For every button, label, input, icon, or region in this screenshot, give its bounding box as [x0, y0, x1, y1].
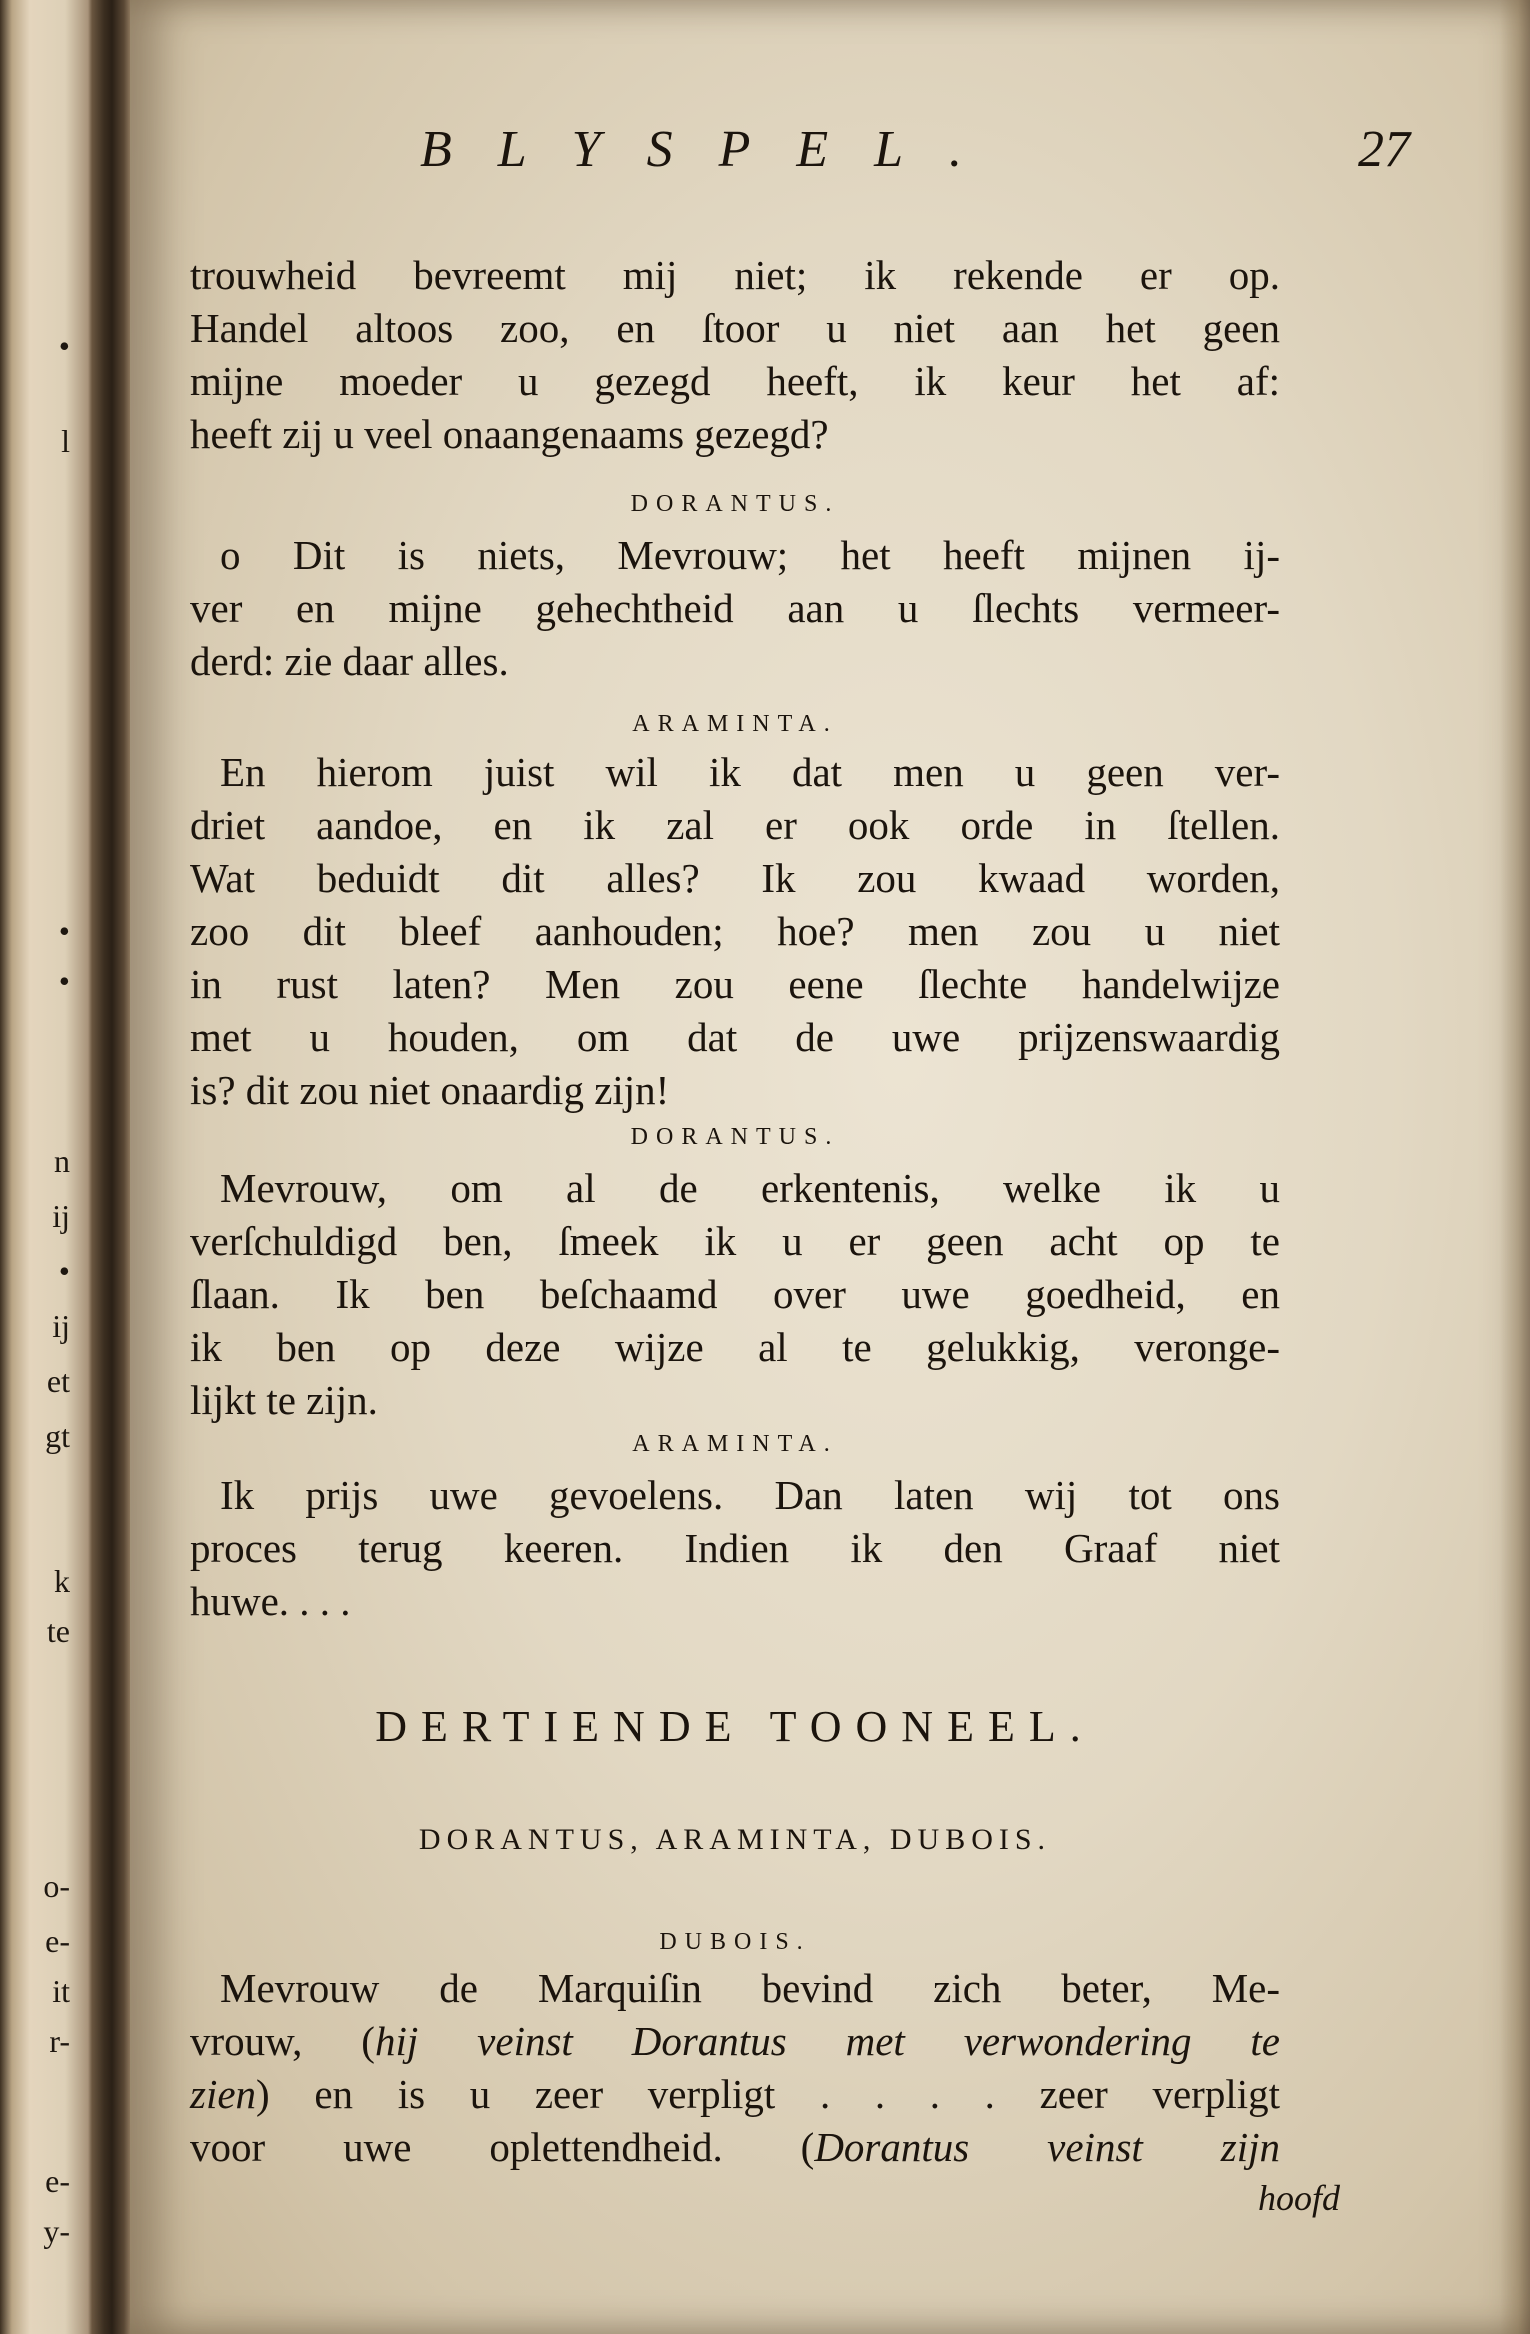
text-line: trouwheid bevreemt mij niet; ik rekende er op.: [190, 252, 1280, 298]
text-line: verſchuldigd ben, ſmeek ik u er geen acht op te: [190, 1218, 1280, 1264]
left-fragment: •: [58, 913, 70, 949]
left-fragment: ij: [52, 1308, 70, 1344]
left-fragment: n: [54, 1143, 70, 1179]
text-line: Wat beduidt dit alles? Ik zou kwaad worden,: [190, 855, 1280, 901]
text-line: zoo dit bleef aanhouden; hoe? men zou u niet: [190, 908, 1280, 954]
stage-direction: zien: [190, 2071, 257, 2117]
speaker-name: DORANTUS.: [630, 491, 840, 517]
left-fragment: •: [58, 328, 70, 364]
left-fragment: k: [54, 1563, 70, 1599]
book-page: [130, 0, 1530, 2334]
text-line: lijkt te zijn.: [190, 1377, 378, 1423]
speaker-name: DUBOIS.: [659, 1929, 811, 1955]
speaker-name: ARAMINTA.: [632, 1431, 838, 1457]
running-head: [420, 120, 1410, 190]
left-page-fragments: [0, 0, 92, 2334]
catchword: hoofd: [1257, 2178, 1340, 2218]
text-line: met u houden, om dat de uwe prijzenswaardig: [190, 1014, 1280, 1060]
left-fragment: r-: [49, 2023, 70, 2059]
text-line: huwe. . . .: [190, 1578, 351, 1624]
left-fragment: y-: [43, 2213, 70, 2249]
text-line: [190, 2071, 1280, 2117]
text-line: derd: zie daar alles.: [190, 638, 509, 684]
text-line: ik ben op deze wijze al te gelukkig, veronge-: [190, 1324, 1280, 1370]
stage-direction: hij veinst Dorantus met verwondering te: [374, 2018, 1280, 2064]
text-segment: voor uwe oplettendheid. (: [190, 2124, 815, 2170]
left-fragment: e-: [45, 1923, 70, 1959]
text-line: Handel altoos zoo, en ſtoor u niet aan het geen: [190, 305, 1280, 351]
left-fragment: l: [61, 423, 70, 459]
left-fragment: it: [52, 1973, 70, 2009]
left-fragment: o-: [43, 1868, 70, 1904]
text-segment: ) en is u zeer verpligt . . . . zeer verpligt: [256, 2071, 1280, 2117]
left-fragment: •: [58, 963, 70, 999]
text-line: heeft zij u veel onaangenaams gezegd?: [190, 411, 829, 457]
text-line: ſlaan. Ik ben beſchaamd over uwe goedheid, en: [190, 1271, 1280, 1317]
running-title: BLYSPEL.: [420, 121, 1009, 178]
left-fragment: •: [58, 1253, 70, 1289]
scene-title: DERTIENDE TOONEEL.: [375, 1702, 1095, 1751]
left-fragment: e-: [45, 2163, 70, 2199]
text-line: [190, 2018, 1280, 2064]
text-line: is? dit zou niet onaardig zijn!: [190, 1067, 670, 1113]
text-line: Mevrouw de Marquiſin bevind zich beter, Me-: [220, 1965, 1280, 2011]
text-line: driet aandoe, en ik zal er ook orde in ſtellen.: [190, 802, 1280, 848]
book-gutter: [92, 0, 132, 2334]
text-segment: vrouw, (: [190, 2018, 375, 2064]
text-line: proces terug keeren. Indien ik den Graaf niet: [190, 1525, 1280, 1571]
left-fragment: et: [46, 1363, 70, 1399]
page-edge-shadow: [1500, 0, 1530, 2334]
page-number: 27: [1358, 121, 1410, 178]
text-line: En hierom juist wil ik dat men u geen ver-: [220, 749, 1280, 795]
text-line: mijne moeder u gezegd heeft, ik keur het af:: [190, 358, 1280, 404]
text-line: ver en mijne gehechtheid aan u ſlechts vermeer-: [190, 585, 1280, 631]
text-line: Ik prijs uwe gevoelens. Dan laten wij tot ons: [220, 1472, 1280, 1518]
text-line: Mevrouw, om al de erkentenis, welke ik u: [220, 1165, 1280, 1211]
text-line: o Dit is niets, Mevrouw; het heeft mijnen ij-: [220, 532, 1280, 578]
left-fragment: gt: [45, 1418, 70, 1454]
left-fragment: ij: [52, 1198, 70, 1234]
stage-direction: Dorantus veinst zijn: [814, 2124, 1280, 2170]
speaker-name: ARAMINTA.: [632, 711, 838, 737]
scene-cast: DORANTUS, ARAMINTA, DUBOIS.: [418, 1823, 1052, 1856]
speaker-name: DORANTUS.: [630, 1124, 840, 1150]
text-line: in rust laten? Men zou eene ſlechte handelwijze: [190, 961, 1280, 1007]
left-fragment: te: [46, 1613, 70, 1649]
text-line: [190, 2124, 1280, 2170]
